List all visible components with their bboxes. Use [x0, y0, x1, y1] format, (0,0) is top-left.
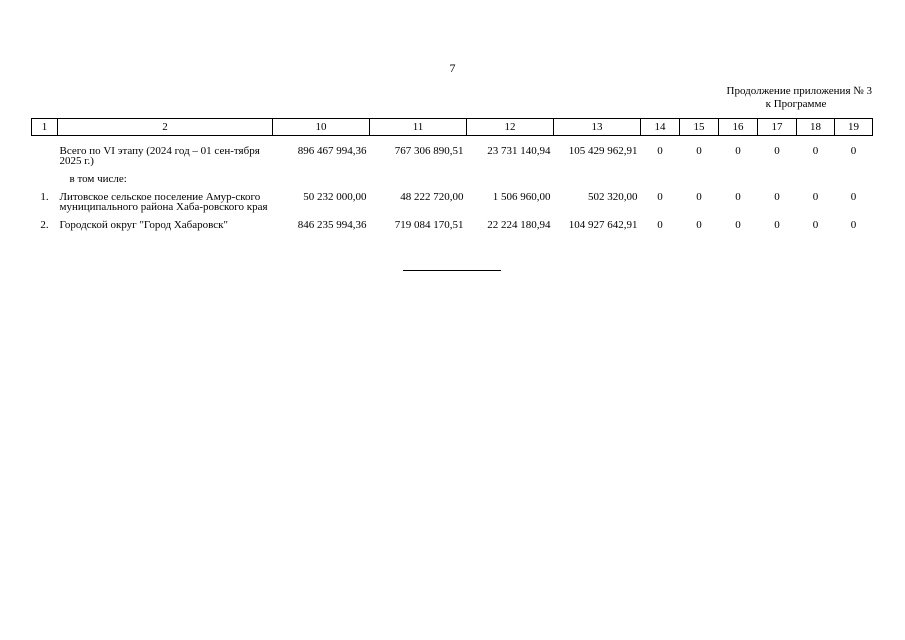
column-header: 16 [719, 119, 758, 136]
cell-value: 0 [774, 191, 780, 203]
annex-caption-line2: к Программе [765, 98, 827, 110]
cell-value: 0 [657, 219, 663, 231]
annex-caption-line1: Продолжение приложения № 3 [726, 85, 872, 97]
cell-value: 0 [657, 145, 663, 157]
row-name: Всего по VI этапу (2024 год – 01 сен-тября 2025 г.) [59, 145, 260, 167]
cell-value: 0 [850, 219, 857, 231]
cell-value: 846 235 994,36 [297, 219, 367, 231]
column-header: 10 [273, 119, 370, 136]
column-header: 17 [758, 119, 797, 136]
cell-value: 0 [812, 191, 819, 203]
column-header: 1 [32, 119, 58, 136]
cell-value: 0 [850, 191, 857, 203]
cell-value: 104 927 642,91 [568, 219, 638, 231]
cell-value: 0 [696, 219, 702, 231]
subheading-label: в том числе: [69, 173, 127, 185]
column-header: 15 [680, 119, 719, 136]
column-header: 14 [641, 119, 680, 136]
row-name: Городской округ "Город Хабаровск" [59, 219, 229, 231]
table-row [32, 216, 873, 234]
row-name: Литовское сельское поселение Амур-ского муниципального района Хаба-ровского края [59, 191, 268, 213]
column-header: 13 [554, 119, 641, 136]
table-row-total [32, 142, 873, 170]
cell-value: 0 [735, 145, 741, 157]
cell-value: 23 731 140,94 [487, 145, 551, 157]
column-header: 12 [467, 119, 554, 136]
column-header: 11 [370, 119, 467, 136]
cell-value: 719 084 170,51 [394, 219, 464, 231]
cell-value: 50 232 000,00 [303, 191, 367, 203]
page-number: 7 [449, 61, 456, 75]
cell-value: 1 506 960,00 [492, 191, 551, 203]
funding-table [31, 118, 873, 234]
column-header: 18 [797, 119, 835, 136]
cell-value: 0 [774, 145, 780, 157]
annex-caption [680, 85, 872, 111]
row-index [32, 142, 58, 170]
cell-value: 0 [850, 145, 857, 157]
cell-value: 896 467 994,36 [297, 145, 367, 157]
cell-value: 502 320,00 [588, 191, 638, 203]
row-index: 1. [40, 191, 49, 203]
cell-value: 22 224 180,94 [487, 219, 551, 231]
cell-value: 0 [735, 219, 741, 231]
cell-value: 0 [774, 219, 780, 231]
table-header-row [32, 119, 873, 136]
column-header: 2 [58, 119, 273, 136]
cell-value: 0 [657, 191, 663, 203]
cell-value: 0 [812, 145, 819, 157]
row-index: 2. [40, 219, 49, 231]
cell-value: 105 429 962,91 [568, 145, 638, 157]
cell-value: 0 [812, 219, 819, 231]
table-row-subheading [32, 170, 873, 188]
cell-value: 0 [696, 145, 702, 157]
column-header: 19 [835, 119, 873, 136]
cell-value: 767 306 890,51 [394, 145, 464, 157]
cell-value: 0 [696, 191, 702, 203]
closing-rule [403, 270, 501, 271]
table-row [32, 188, 873, 216]
cell-value: 48 222 720,00 [400, 191, 464, 203]
cell-value: 0 [735, 191, 741, 203]
